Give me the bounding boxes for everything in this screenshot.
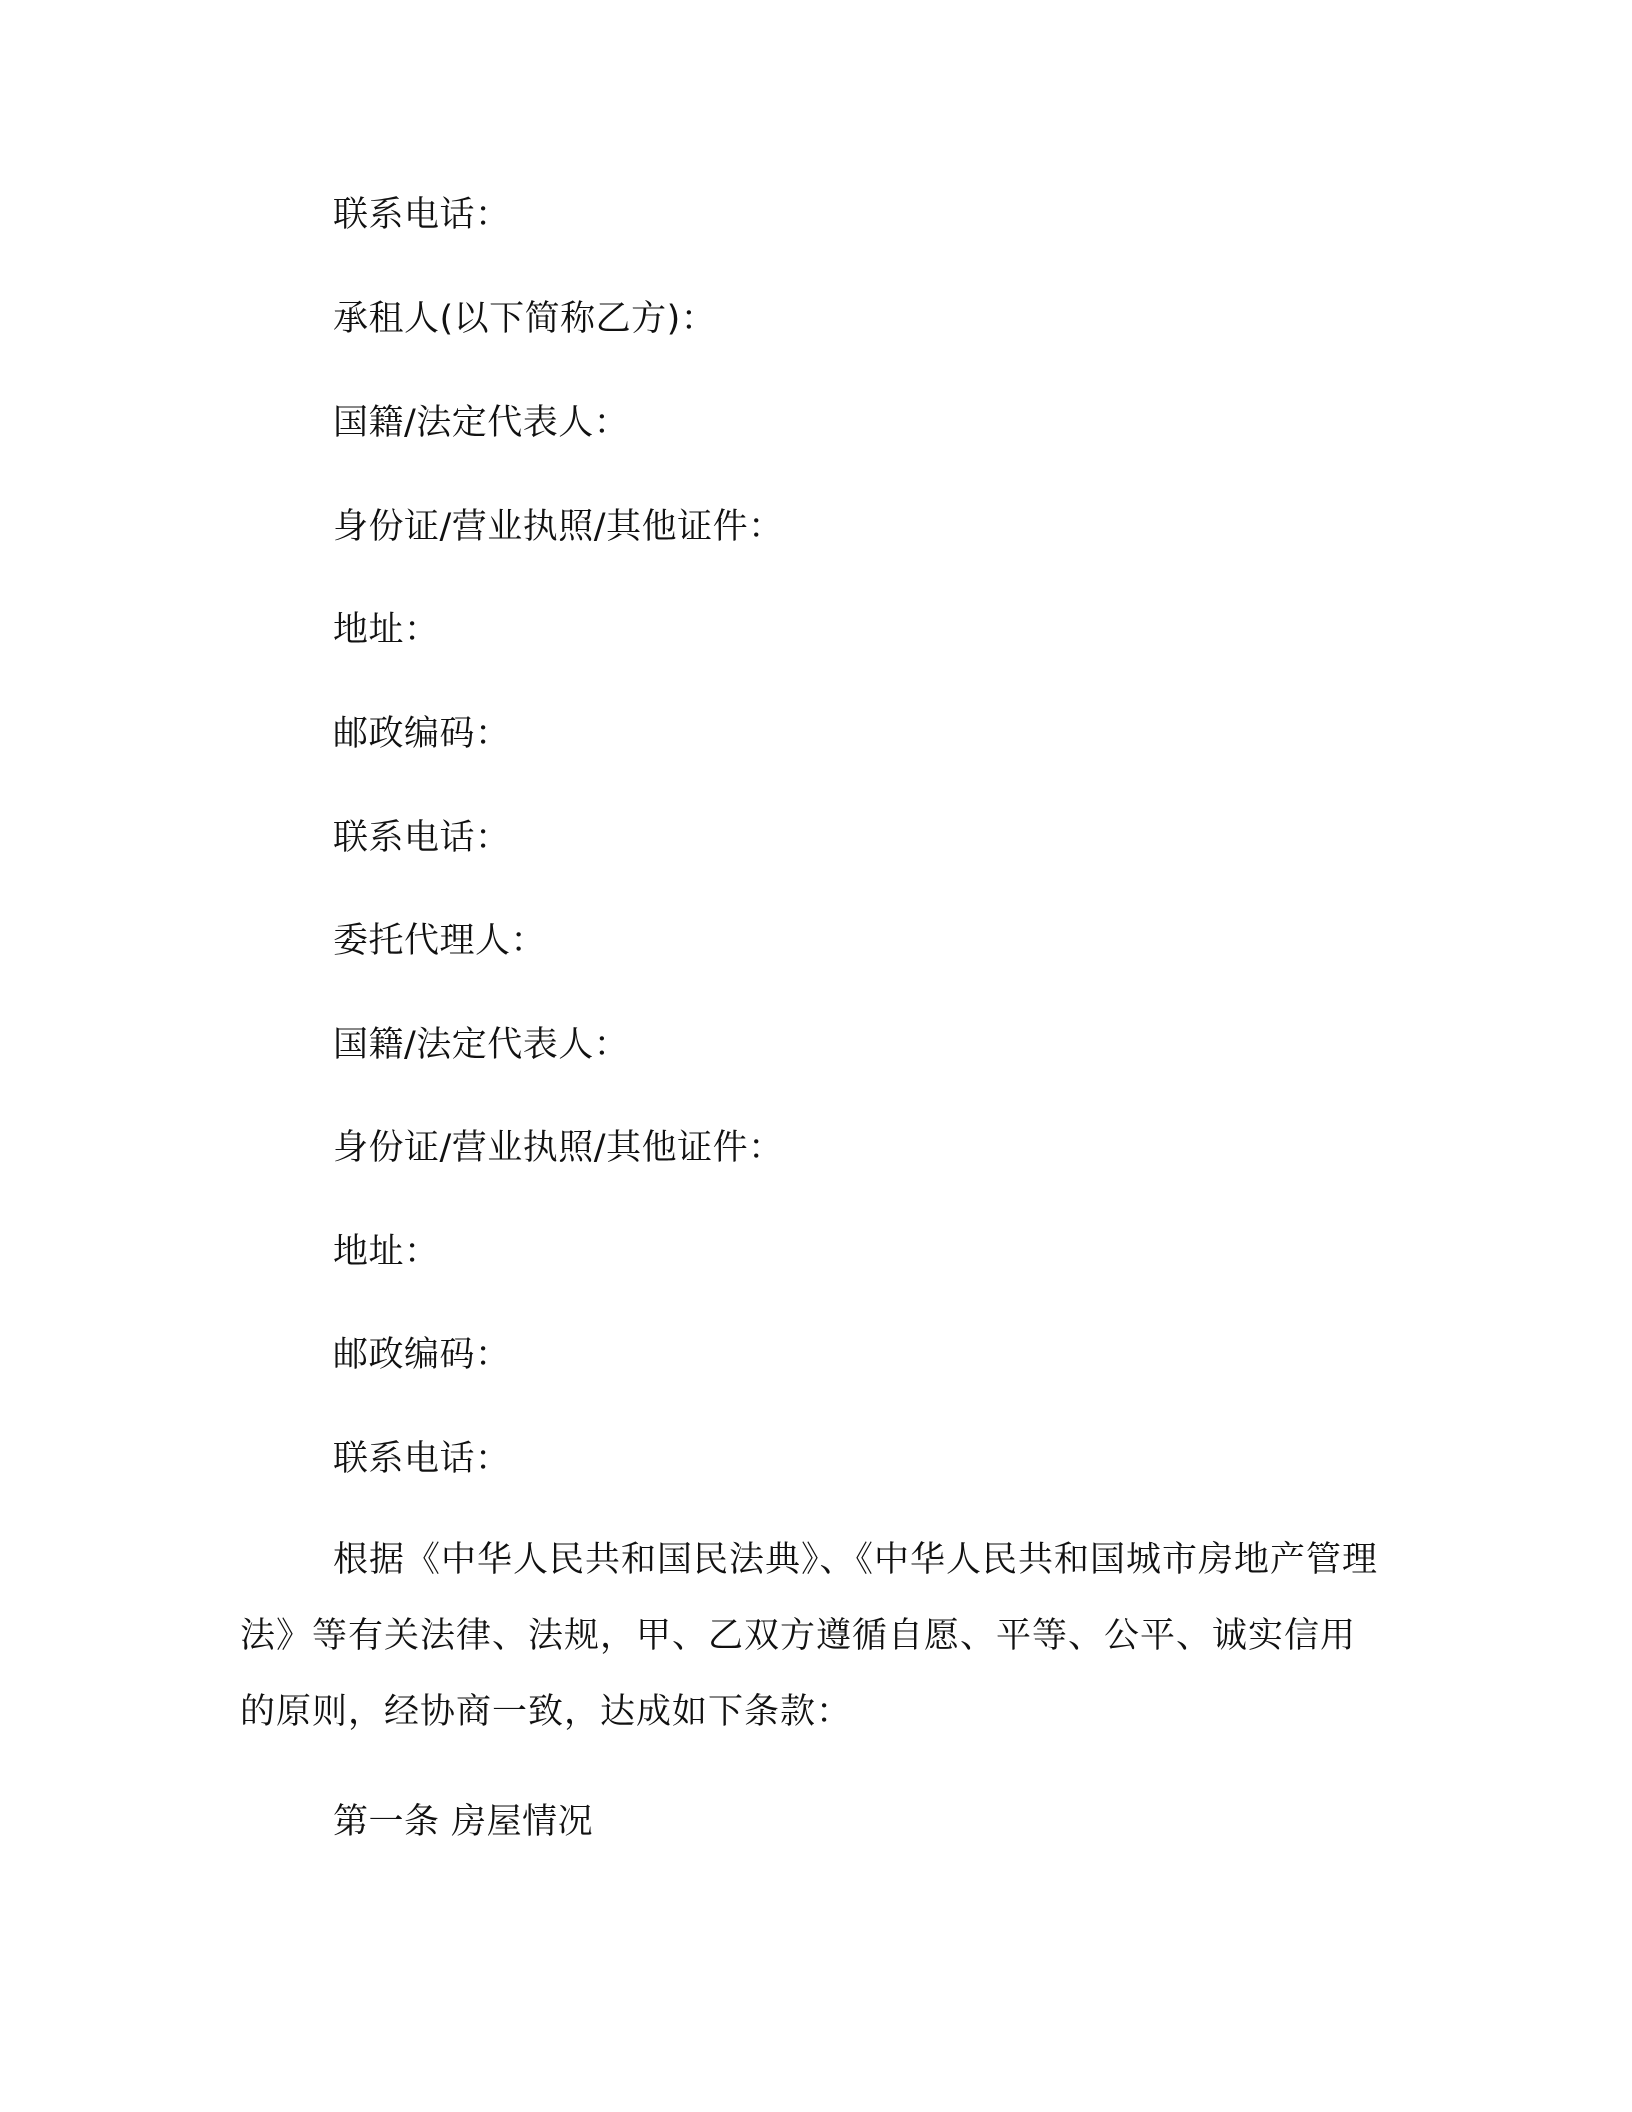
section-heading: 第一条 房屋情况 <box>333 1802 594 1842</box>
field-id-document-2: 身份证/营业执照/其他证件： <box>333 1128 784 1168</box>
field-nationality-1: 国籍/法定代表人： <box>333 403 630 443</box>
field-nationality-2: 国籍/法定代表人： <box>333 1025 630 1065</box>
field-lessee: 承租人(以下简称乙方)： <box>333 299 717 339</box>
field-contact-phone-3: 联系电话： <box>333 1439 511 1479</box>
field-address-1: 地址： <box>333 610 440 650</box>
field-id-document-1: 身份证/营业执照/其他证件： <box>333 507 784 547</box>
field-contact-phone-1: 联系电话： <box>333 195 511 235</box>
field-address-2: 地址： <box>333 1232 440 1272</box>
field-contact-phone-2: 联系电话： <box>333 818 511 858</box>
field-postcode-2: 邮政编码： <box>333 1335 511 1375</box>
field-postcode-1: 邮政编码： <box>333 714 511 754</box>
preamble-paragraph: 根据《中华人民共和国民法典》、《中华人民共和国城市房地产管理法》等有关法律、法规，甲、乙双方遵循自愿、平等、公平、诚实信用的原则，经协商一致，达成如下条款： <box>240 1540 1379 1732</box>
field-agent: 委托代理人： <box>333 921 547 961</box>
